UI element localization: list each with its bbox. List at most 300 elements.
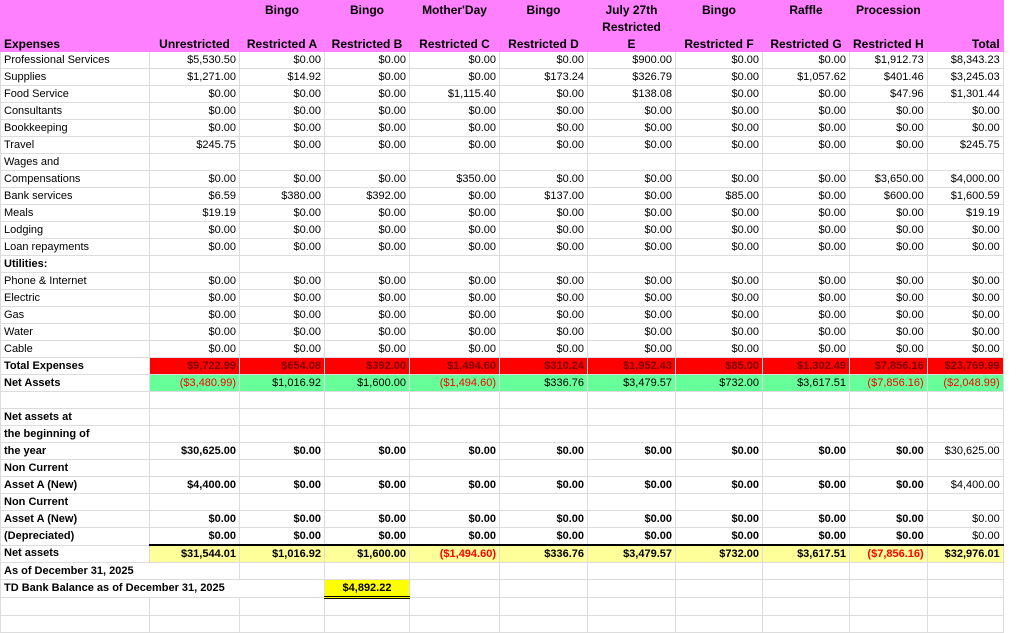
- total-expenses-cell[interactable]: $654.08: [240, 358, 325, 375]
- value-cell[interactable]: $0.00: [500, 443, 588, 460]
- row-label[interactable]: Phone & Internet: [1, 273, 150, 290]
- value-cell[interactable]: $0.00: [410, 477, 500, 494]
- row-label[interactable]: Supplies: [1, 69, 150, 86]
- empty-cell[interactable]: [240, 494, 325, 511]
- column-header[interactable]: Raffle: [763, 1, 850, 18]
- empty-cell[interactable]: [240, 460, 325, 477]
- column-header[interactable]: Restricted B: [325, 35, 410, 52]
- value-cell[interactable]: $0.00: [240, 137, 325, 154]
- empty-cell[interactable]: [588, 580, 676, 598]
- value-cell[interactable]: [240, 154, 325, 171]
- value-cell[interactable]: $0.00: [763, 137, 850, 154]
- value-cell[interactable]: $0.00: [676, 324, 763, 341]
- empty-cell[interactable]: [150, 392, 240, 409]
- row-label[interactable]: Professional Services: [1, 52, 150, 69]
- td-bank-balance[interactable]: $4,892.22: [325, 580, 410, 598]
- value-cell[interactable]: $4,400.00: [927, 477, 1003, 494]
- column-header[interactable]: Restricted H: [850, 35, 928, 52]
- value-cell[interactable]: $350.00: [410, 171, 500, 188]
- net-assets-final-cell[interactable]: ($7,856.16): [850, 545, 928, 563]
- row-label[interactable]: Travel: [1, 137, 150, 154]
- empty-cell[interactable]: [763, 426, 850, 443]
- value-cell[interactable]: $47.96: [850, 86, 928, 103]
- value-cell[interactable]: $401.46: [850, 69, 928, 86]
- value-cell[interactable]: $0.00: [500, 511, 588, 528]
- empty-cell[interactable]: [676, 563, 763, 580]
- net-assets-cell[interactable]: ($2,048.99): [927, 375, 1003, 392]
- column-header[interactable]: Restricted C: [410, 35, 500, 52]
- empty-cell[interactable]: [763, 563, 850, 580]
- value-cell[interactable]: $0.00: [410, 52, 500, 69]
- net-assets-cell[interactable]: ($1,494.60): [410, 375, 500, 392]
- value-cell[interactable]: $0.00: [763, 477, 850, 494]
- value-cell[interactable]: $0.00: [850, 103, 928, 120]
- empty-cell[interactable]: [676, 616, 763, 633]
- empty-cell[interactable]: [500, 409, 588, 426]
- value-cell[interactable]: $0.00: [240, 239, 325, 256]
- value-cell[interactable]: [150, 154, 240, 171]
- value-cell[interactable]: $0.00: [850, 239, 928, 256]
- value-cell[interactable]: $0.00: [676, 307, 763, 324]
- row-label[interactable]: Water: [1, 324, 150, 341]
- value-cell[interactable]: $0.00: [676, 103, 763, 120]
- net-assets-cell[interactable]: ($7,856.16): [850, 375, 928, 392]
- value-cell[interactable]: $326.79: [588, 69, 676, 86]
- as-of-label[interactable]: As of December 31, 2025: [1, 563, 240, 580]
- value-cell[interactable]: $0.00: [500, 222, 588, 239]
- value-cell[interactable]: [410, 154, 500, 171]
- column-header[interactable]: Bingo: [676, 1, 763, 18]
- empty-cell[interactable]: [763, 392, 850, 409]
- empty-cell[interactable]: [500, 580, 588, 598]
- empty-cell[interactable]: [588, 598, 676, 616]
- column-header[interactable]: Restricted A: [240, 35, 325, 52]
- column-header[interactable]: Procession: [850, 1, 928, 18]
- row-label[interactable]: Asset A (New): [1, 511, 150, 528]
- value-cell[interactable]: $0.00: [325, 205, 410, 222]
- value-cell[interactable]: $0.00: [500, 307, 588, 324]
- empty-cell[interactable]: [850, 580, 928, 598]
- net-assets-final-cell[interactable]: $336.76: [500, 545, 588, 563]
- empty-cell[interactable]: [676, 598, 763, 616]
- value-cell[interactable]: $245.75: [150, 137, 240, 154]
- net-assets-final-cell[interactable]: $1,600.00: [325, 545, 410, 563]
- column-header[interactable]: [927, 18, 1003, 35]
- row-label[interactable]: Total Expenses: [1, 358, 150, 375]
- column-header[interactable]: Restricted F: [676, 35, 763, 52]
- empty-cell[interactable]: [325, 460, 410, 477]
- row-label[interactable]: Lodging: [1, 222, 150, 239]
- empty-cell[interactable]: [676, 409, 763, 426]
- empty-cell[interactable]: [763, 580, 850, 598]
- value-cell[interactable]: $0.00: [240, 511, 325, 528]
- column-header[interactable]: Expenses: [1, 35, 150, 52]
- empty-cell[interactable]: [410, 494, 500, 511]
- empty-cell[interactable]: [850, 494, 928, 511]
- value-cell[interactable]: $0.00: [410, 137, 500, 154]
- value-cell[interactable]: $0.00: [325, 443, 410, 460]
- value-cell[interactable]: $0.00: [410, 205, 500, 222]
- value-cell[interactable]: $0.00: [410, 120, 500, 137]
- value-cell[interactable]: $0.00: [325, 324, 410, 341]
- row-label[interactable]: Loan repayments: [1, 239, 150, 256]
- value-cell[interactable]: $0.00: [763, 171, 850, 188]
- empty-cell[interactable]: [927, 598, 1003, 616]
- value-cell[interactable]: $6.59: [150, 188, 240, 205]
- value-cell[interactable]: $0.00: [927, 239, 1003, 256]
- total-expenses-cell[interactable]: $392.00: [325, 358, 410, 375]
- total-expenses-cell[interactable]: $1,494.60: [410, 358, 500, 375]
- column-header[interactable]: [410, 18, 500, 35]
- empty-cell[interactable]: [588, 563, 676, 580]
- value-cell[interactable]: $0.00: [325, 273, 410, 290]
- empty-cell[interactable]: [325, 392, 410, 409]
- value-cell[interactable]: $600.00: [850, 188, 928, 205]
- value-cell[interactable]: $0.00: [150, 511, 240, 528]
- column-header[interactable]: [1, 1, 150, 18]
- value-cell[interactable]: $0.00: [588, 324, 676, 341]
- value-cell[interactable]: $0.00: [850, 324, 928, 341]
- value-cell[interactable]: $0.00: [500, 52, 588, 69]
- value-cell[interactable]: $0.00: [325, 171, 410, 188]
- value-cell[interactable]: $19.19: [150, 205, 240, 222]
- row-label[interactable]: Net Assets: [1, 375, 150, 392]
- value-cell[interactable]: $0.00: [410, 528, 500, 546]
- value-cell[interactable]: [240, 256, 325, 273]
- value-cell[interactable]: $4,000.00: [927, 171, 1003, 188]
- value-cell[interactable]: $5,530.50: [150, 52, 240, 69]
- empty-cell[interactable]: [240, 598, 325, 616]
- empty-cell[interactable]: [500, 563, 588, 580]
- column-header[interactable]: Restricted D: [500, 35, 588, 52]
- value-cell[interactable]: $0.00: [927, 222, 1003, 239]
- empty-cell[interactable]: [240, 409, 325, 426]
- value-cell[interactable]: $137.00: [500, 188, 588, 205]
- empty-cell[interactable]: [676, 494, 763, 511]
- value-cell[interactable]: $0.00: [588, 341, 676, 358]
- column-header[interactable]: [500, 18, 588, 35]
- value-cell[interactable]: $0.00: [763, 324, 850, 341]
- empty-cell[interactable]: [150, 494, 240, 511]
- empty-cell[interactable]: [325, 563, 410, 580]
- value-cell[interactable]: $0.00: [325, 290, 410, 307]
- empty-cell[interactable]: [325, 598, 410, 616]
- value-cell[interactable]: $0.00: [676, 239, 763, 256]
- row-label[interactable]: Wages and: [1, 154, 150, 171]
- empty-cell[interactable]: [676, 426, 763, 443]
- value-cell[interactable]: $0.00: [240, 120, 325, 137]
- value-cell[interactable]: $0.00: [500, 273, 588, 290]
- value-cell[interactable]: $0.00: [927, 324, 1003, 341]
- value-cell[interactable]: $0.00: [850, 137, 928, 154]
- value-cell[interactable]: [325, 256, 410, 273]
- value-cell[interactable]: $0.00: [676, 341, 763, 358]
- empty-cell[interactable]: [588, 392, 676, 409]
- row-label[interactable]: Meals: [1, 205, 150, 222]
- value-cell[interactable]: $0.00: [325, 69, 410, 86]
- empty-cell[interactable]: [500, 460, 588, 477]
- value-cell[interactable]: $0.00: [325, 341, 410, 358]
- net-assets-cell[interactable]: $1,600.00: [325, 375, 410, 392]
- column-header[interactable]: [240, 18, 325, 35]
- value-cell[interactable]: $0.00: [927, 528, 1003, 546]
- value-cell[interactable]: $0.00: [763, 273, 850, 290]
- value-cell[interactable]: $0.00: [588, 205, 676, 222]
- value-cell[interactable]: $173.24: [500, 69, 588, 86]
- empty-cell[interactable]: [410, 409, 500, 426]
- column-header[interactable]: Restricted: [588, 18, 676, 35]
- row-label[interactable]: Consultants: [1, 103, 150, 120]
- value-cell[interactable]: $0.00: [240, 103, 325, 120]
- empty-cell[interactable]: [927, 580, 1003, 598]
- column-header[interactable]: Total: [927, 35, 1003, 52]
- empty-cell[interactable]: [927, 563, 1003, 580]
- value-cell[interactable]: $0.00: [240, 341, 325, 358]
- value-cell[interactable]: $14.92: [240, 69, 325, 86]
- empty-cell[interactable]: [676, 580, 763, 598]
- column-header[interactable]: [676, 18, 763, 35]
- empty-cell[interactable]: [850, 563, 928, 580]
- value-cell[interactable]: $0.00: [676, 120, 763, 137]
- value-cell[interactable]: $0.00: [763, 103, 850, 120]
- empty-cell[interactable]: [325, 426, 410, 443]
- value-cell[interactable]: $0.00: [588, 511, 676, 528]
- value-cell[interactable]: $0.00: [850, 307, 928, 324]
- total-expenses-cell[interactable]: $1,952.43: [588, 358, 676, 375]
- value-cell[interactable]: $0.00: [150, 528, 240, 546]
- value-cell[interactable]: $0.00: [240, 205, 325, 222]
- value-cell[interactable]: $0.00: [410, 69, 500, 86]
- value-cell[interactable]: $0.00: [325, 103, 410, 120]
- row-label[interactable]: (Depreciated): [1, 528, 150, 546]
- value-cell[interactable]: [927, 154, 1003, 171]
- value-cell[interactable]: $0.00: [410, 324, 500, 341]
- net-assets-cell[interactable]: ($3,480.99): [150, 375, 240, 392]
- empty-cell[interactable]: [850, 616, 928, 633]
- value-cell[interactable]: $0.00: [850, 477, 928, 494]
- empty-cell[interactable]: [763, 409, 850, 426]
- value-cell[interactable]: $0.00: [500, 341, 588, 358]
- value-cell[interactable]: $0.00: [240, 528, 325, 546]
- value-cell[interactable]: $19.19: [927, 205, 1003, 222]
- value-cell[interactable]: $0.00: [410, 511, 500, 528]
- value-cell[interactable]: $0.00: [240, 273, 325, 290]
- value-cell[interactable]: $0.00: [325, 239, 410, 256]
- column-header[interactable]: [150, 1, 240, 18]
- column-header[interactable]: [927, 1, 1003, 18]
- value-cell[interactable]: $0.00: [410, 239, 500, 256]
- value-cell[interactable]: $30,625.00: [150, 443, 240, 460]
- value-cell[interactable]: $0.00: [850, 120, 928, 137]
- value-cell[interactable]: $0.00: [150, 239, 240, 256]
- net-assets-cell[interactable]: $1,016.92: [240, 375, 325, 392]
- value-cell[interactable]: $0.00: [588, 290, 676, 307]
- value-cell[interactable]: $0.00: [588, 222, 676, 239]
- value-cell[interactable]: $1,115.40: [410, 86, 500, 103]
- empty-cell[interactable]: [500, 494, 588, 511]
- value-cell[interactable]: $0.00: [500, 137, 588, 154]
- value-cell[interactable]: $0.00: [500, 324, 588, 341]
- net-assets-final-cell[interactable]: ($1,494.60): [410, 545, 500, 563]
- value-cell[interactable]: $0.00: [150, 290, 240, 307]
- empty-cell[interactable]: [588, 426, 676, 443]
- column-header[interactable]: [763, 18, 850, 35]
- value-cell[interactable]: $85.00: [676, 188, 763, 205]
- empty-cell[interactable]: [500, 426, 588, 443]
- empty-cell[interactable]: [1, 598, 150, 616]
- value-cell[interactable]: $0.00: [410, 222, 500, 239]
- value-cell[interactable]: [500, 154, 588, 171]
- value-cell[interactable]: $0.00: [763, 511, 850, 528]
- value-cell[interactable]: $0.00: [850, 290, 928, 307]
- value-cell[interactable]: $0.00: [850, 528, 928, 546]
- value-cell[interactable]: $0.00: [240, 86, 325, 103]
- empty-cell[interactable]: [927, 494, 1003, 511]
- value-cell[interactable]: $0.00: [325, 222, 410, 239]
- net-assets-final-cell[interactable]: $31,544.01: [150, 545, 240, 563]
- value-cell[interactable]: [763, 256, 850, 273]
- value-cell[interactable]: $0.00: [240, 477, 325, 494]
- empty-cell[interactable]: [850, 598, 928, 616]
- value-cell[interactable]: $0.00: [500, 86, 588, 103]
- empty-cell[interactable]: [850, 426, 928, 443]
- value-cell[interactable]: $0.00: [325, 120, 410, 137]
- empty-cell[interactable]: [927, 460, 1003, 477]
- value-cell[interactable]: $8,343.23: [927, 52, 1003, 69]
- value-cell[interactable]: $0.00: [588, 477, 676, 494]
- column-header[interactable]: [850, 18, 928, 35]
- value-cell[interactable]: $0.00: [500, 528, 588, 546]
- value-cell[interactable]: [325, 154, 410, 171]
- empty-cell[interactable]: [410, 616, 500, 633]
- empty-cell[interactable]: [410, 563, 500, 580]
- empty-cell[interactable]: [588, 616, 676, 633]
- value-cell[interactable]: $0.00: [763, 307, 850, 324]
- value-cell[interactable]: $0.00: [588, 273, 676, 290]
- row-label[interactable]: the beginning of: [1, 426, 150, 443]
- empty-cell[interactable]: [150, 426, 240, 443]
- value-cell[interactable]: $0.00: [927, 307, 1003, 324]
- total-expenses-cell[interactable]: $1,302.49: [763, 358, 850, 375]
- value-cell[interactable]: $0.00: [676, 86, 763, 103]
- value-cell[interactable]: $0.00: [325, 528, 410, 546]
- value-cell[interactable]: $0.00: [500, 290, 588, 307]
- net-assets-final-cell[interactable]: $3,479.57: [588, 545, 676, 563]
- empty-cell[interactable]: [500, 392, 588, 409]
- value-cell[interactable]: $0.00: [676, 273, 763, 290]
- value-cell[interactable]: $1,600.59: [927, 188, 1003, 205]
- value-cell[interactable]: $1,912.73: [850, 52, 928, 69]
- column-header[interactable]: July 27th: [588, 1, 676, 18]
- net-assets-cell[interactable]: $3,479.57: [588, 375, 676, 392]
- column-header[interactable]: Bingo: [240, 1, 325, 18]
- value-cell[interactable]: $0.00: [676, 205, 763, 222]
- value-cell[interactable]: $0.00: [240, 290, 325, 307]
- value-cell[interactable]: [927, 256, 1003, 273]
- empty-cell[interactable]: [927, 409, 1003, 426]
- value-cell[interactable]: $1,301.44: [927, 86, 1003, 103]
- value-cell[interactable]: $0.00: [763, 205, 850, 222]
- value-cell[interactable]: $0.00: [676, 52, 763, 69]
- row-label[interactable]: Utilities:: [1, 256, 150, 273]
- empty-cell[interactable]: [1, 616, 150, 633]
- value-cell[interactable]: $1,271.00: [150, 69, 240, 86]
- total-expenses-cell[interactable]: $7,856.16: [850, 358, 928, 375]
- empty-cell[interactable]: [500, 616, 588, 633]
- value-cell[interactable]: $0.00: [410, 443, 500, 460]
- value-cell[interactable]: [588, 256, 676, 273]
- row-label[interactable]: Bank services: [1, 188, 150, 205]
- value-cell[interactable]: $900.00: [588, 52, 676, 69]
- value-cell[interactable]: $392.00: [325, 188, 410, 205]
- empty-cell[interactable]: [676, 460, 763, 477]
- value-cell[interactable]: $0.00: [676, 528, 763, 546]
- empty-cell[interactable]: [325, 494, 410, 511]
- value-cell[interactable]: $0.00: [850, 443, 928, 460]
- value-cell[interactable]: [763, 154, 850, 171]
- value-cell[interactable]: $0.00: [240, 222, 325, 239]
- total-expenses-cell[interactable]: $9,722.99: [150, 358, 240, 375]
- value-cell[interactable]: $0.00: [240, 443, 325, 460]
- value-cell[interactable]: [150, 256, 240, 273]
- value-cell[interactable]: $0.00: [850, 205, 928, 222]
- empty-cell[interactable]: [927, 392, 1003, 409]
- value-cell[interactable]: $4,400.00: [150, 477, 240, 494]
- value-cell[interactable]: $30,625.00: [927, 443, 1003, 460]
- value-cell[interactable]: $245.75: [927, 137, 1003, 154]
- value-cell[interactable]: $0.00: [588, 137, 676, 154]
- empty-cell[interactable]: [410, 392, 500, 409]
- empty-cell[interactable]: [240, 426, 325, 443]
- row-label[interactable]: Compensations: [1, 171, 150, 188]
- value-cell[interactable]: $0.00: [410, 341, 500, 358]
- value-cell[interactable]: $0.00: [588, 171, 676, 188]
- value-cell[interactable]: $0.00: [763, 290, 850, 307]
- column-header[interactable]: Bingo: [325, 1, 410, 18]
- value-cell[interactable]: $0.00: [150, 273, 240, 290]
- value-cell[interactable]: $0.00: [676, 477, 763, 494]
- value-cell[interactable]: $0.00: [850, 273, 928, 290]
- value-cell[interactable]: $0.00: [676, 290, 763, 307]
- value-cell[interactable]: [588, 154, 676, 171]
- value-cell[interactable]: $0.00: [927, 273, 1003, 290]
- value-cell[interactable]: $0.00: [410, 103, 500, 120]
- total-expenses-cell[interactable]: $310.24: [500, 358, 588, 375]
- empty-cell[interactable]: [325, 409, 410, 426]
- column-header[interactable]: Bingo: [500, 1, 588, 18]
- value-cell[interactable]: [410, 256, 500, 273]
- value-cell[interactable]: $0.00: [410, 188, 500, 205]
- value-cell[interactable]: $1,057.62: [763, 69, 850, 86]
- empty-cell[interactable]: [410, 580, 500, 598]
- value-cell[interactable]: $0.00: [150, 120, 240, 137]
- value-cell[interactable]: $0.00: [763, 528, 850, 546]
- value-cell[interactable]: [676, 256, 763, 273]
- total-expenses-cell[interactable]: $23,769.99: [927, 358, 1003, 375]
- row-label[interactable]: Asset A (New): [1, 477, 150, 494]
- empty-cell[interactable]: [150, 616, 240, 633]
- value-cell[interactable]: $0.00: [150, 103, 240, 120]
- column-header[interactable]: Mother'Day: [410, 1, 500, 18]
- row-label[interactable]: Gas: [1, 307, 150, 324]
- value-cell[interactable]: $0.00: [325, 511, 410, 528]
- value-cell[interactable]: $0.00: [150, 171, 240, 188]
- row-label[interactable]: Electric: [1, 290, 150, 307]
- empty-cell[interactable]: [676, 392, 763, 409]
- value-cell[interactable]: $0.00: [588, 443, 676, 460]
- value-cell[interactable]: $0.00: [588, 103, 676, 120]
- value-cell[interactable]: $0.00: [763, 222, 850, 239]
